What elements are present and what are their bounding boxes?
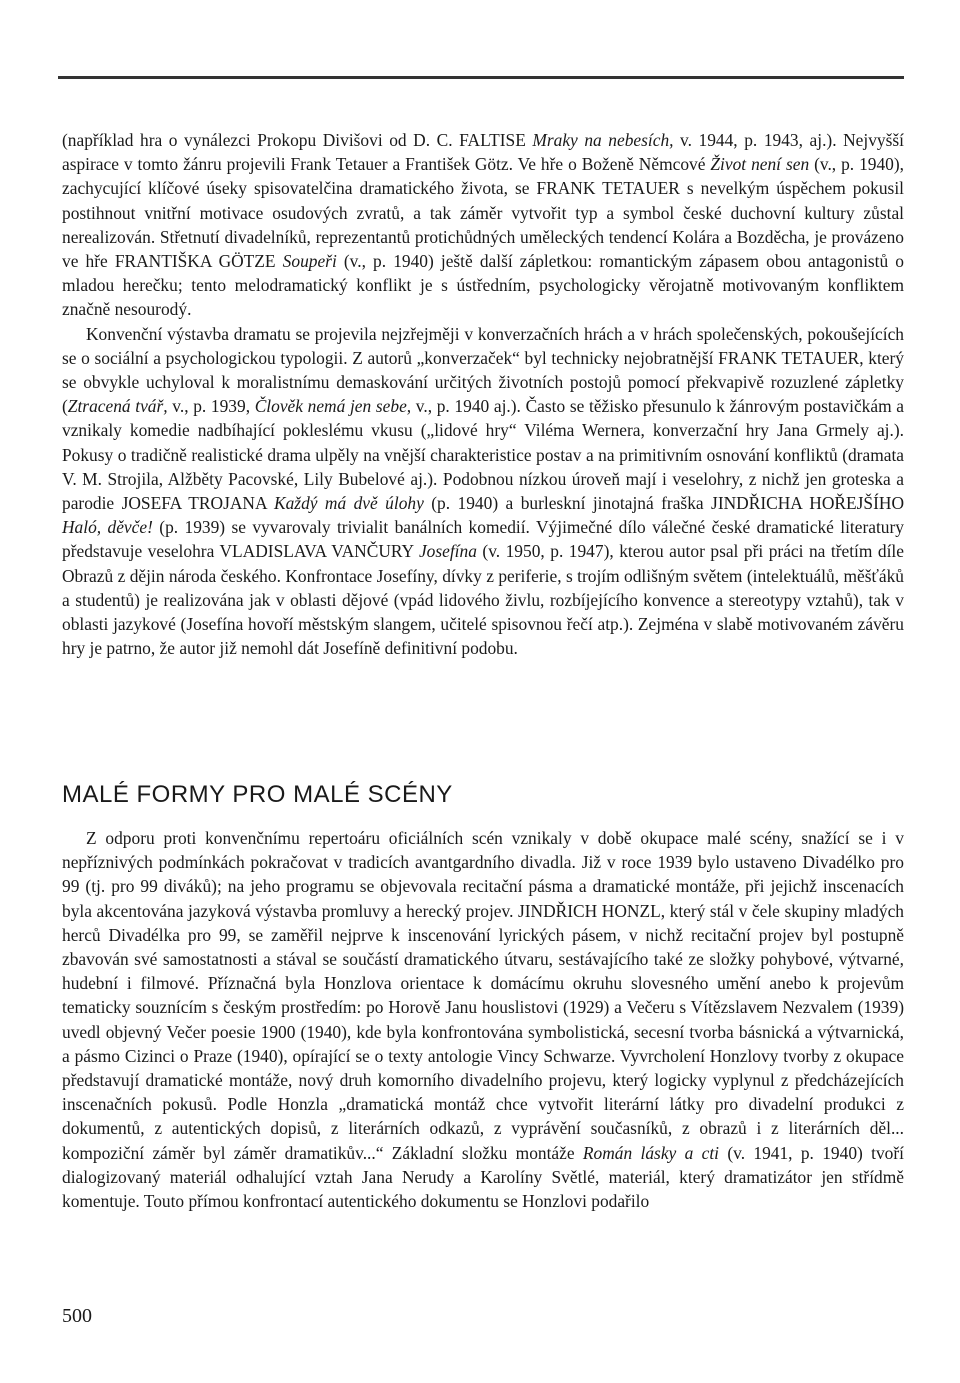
section-2-text: [62, 826, 904, 1213]
section-heading: MALÉ FORMY PRO MALÉ SCÉNY: [62, 781, 453, 808]
paragraph-3: Z odporu proti konvenčnímu repertoáru oficiálních scén vznikaly v době okupace malé scény, snažící se i v nepříznivých podmínkách pokračovat v tradicích avantgardního divadla. Již v roce 1939 bylo ustaveno Divadélko pro 99 (tj. pro 99 diváků); na jeho programu se objevovala recitační pásma a dramatické montáže, při jejichž inscenacích byla akcentována jazyková výstavba promluvy a herecký projev. JINDŘICH HONZL, který stál v čele skupiny mladých herců Divadélka pro 99, se zaměřil nejprve k inscenování lyrických pásem, v nichž recitační projev byl postupně zbavován své samostatnosti a stával se součástí dramatického útvaru, sestávajícího také ze složky pohybové, výtvarné, hudební i filmové. Příznačná byla Honzlova orientace k domácímu okruhu slovesného umění anebo k projevům tematicky souznícím s českým prostředím: po Horově Janu houslistovi (1929) a Večeru s Vítězslavem Nezvalem (1939) uvedl objevný Večer poesie 1900 (1940), kde byla konfrontována symbolistická, secesní tvorba básnická a výtvarnická, a pásmo Cizinci o Praze (1940), opírající se o texty antologie Vincy Schwarze. Vyvrcholení Honzlovy tvorby z okupace představují dramatické montáže, nový druh komorního divadelního projevu, který logicky vyplynul z předcházejících inscenačních pokusů. Podle Honzla „dramatická montáž chce vytvořit literární látky pro divadelní produkci z dokumentů, z autentických dopisů, z literárních odkazů, z vyprávění současníků, z obrazů i z literárních děl... kompoziční záměr byl záměr dramatikův...“ Základní složku montáže Román lásky a cti (v. 1941, p. 1940) tvoří dialogizovaný materiál odhalující vztah Jana Nerudy a Karolíny Světlé, materiál, který dramatizátor jen střídmě komentuje. Touto přímou konfrontací autentického dokumentu se Honzlovi podařilo: [62, 828, 904, 1212]
page-number: 500: [62, 1305, 92, 1327]
top-rule: [58, 76, 904, 79]
paragraph-1: (například hra o vynálezci Prokopu Divišovi od D. C. FALTISE Mraky na nebesích, v. 1944, p. 1943, aj.). Nejvyšší aspirace v tomto žánru projevili Frank Tetauer a František Götz. Ve hře o Boženě Němcové Život není sen (v., p. 1940), zachycující klíčové úseky spisovatelčina dramatického života, se FRANK TETAUER s nevelkým úspěchem pokusil postihnout vnitřní motivace osudových zvratů, a tak záměr vytvořit typ a symbol české duchovní kultury zůstal nerealizován. Střetnutí divadelníků, reprezentantů protichůdných uměleckých tendencí Kolára a Bozděcha, je provázeno ve hře FRANTIŠKA GÖTZE Soupeři (v., p. 1940) ještě další zápletkou: romantickým zápasem obou antagonistů o mladou herečku; tento melodramatický konflikt je s ústředním, psychologicky věrojatně motivovaným konfliktem značně nesourodý.: [62, 130, 904, 320]
paragraph-2: Konvenční výstavba dramatu se projevila nejzřejměji v konverzačních hrách a v hrách společenských, pokoušejících se o sociální a psychologickou typologii. Z autorů „konverzaček“ byl technicky nejobratnější FRANK TETAUER, který se obvykle uchyloval k moralistnímu demaskování určitých životních postojů pomocí překvapivě rozuzlené zápletky (Ztracená tvář, v., p. 1939, Člověk nemá jen sebe, v., p. 1940 aj.). Často se těžisko přesunulo k žánrovým postavičkám a vznikaly komedie nadbíhající pokleslému vkusu („lidové hry“ Viléma Wernera, konverzační hry Jana Grmely aj.). Pokusy o tradičně realistické drama ulpěly na vnější charakteristice postav a na primitivním osnování konfliktů (dramata V. M. Strojila, Alžběty Pacovské, Lily Bubelové aj.). Podobnou nízkou úroveň mají i veselohry, z nichž jen groteska a parodie JOSEFA TROJANA Každý má dvě úlohy (p. 1940) a burleskní jinotajná fraška JINDŘICHA HOŘEJŠÍHO Haló, děvče! (p. 1939) se vyvarovaly trivialit banálních komedií. Výjimečné dílo válečné české dramatické literatury představuje veselohra VLADISLAVA VANČURY Josefína (v. 1950, p. 1947), kterou autor psal při práci na třetím díle Obrazů z dějin národa českého. Konfrontace Josefíny, dívky z periferie, s trojím odlišným světem (intelektuálů, měšťáků a studentů) je realizována jak v oblasti dějové (vpád lidového živlu, rozbíjejícího konvence a stereotypy vztahů), tak v oblasti jazykové (Josefína hovoří městským slangem, učitelé spisovnou řečí atp.). Zejména v slabě motivovaném závěru hry je patrno, že autor již nemohl dát Josefíně definitivní podobu.: [62, 323, 905, 659]
section-1-text: [62, 128, 904, 660]
